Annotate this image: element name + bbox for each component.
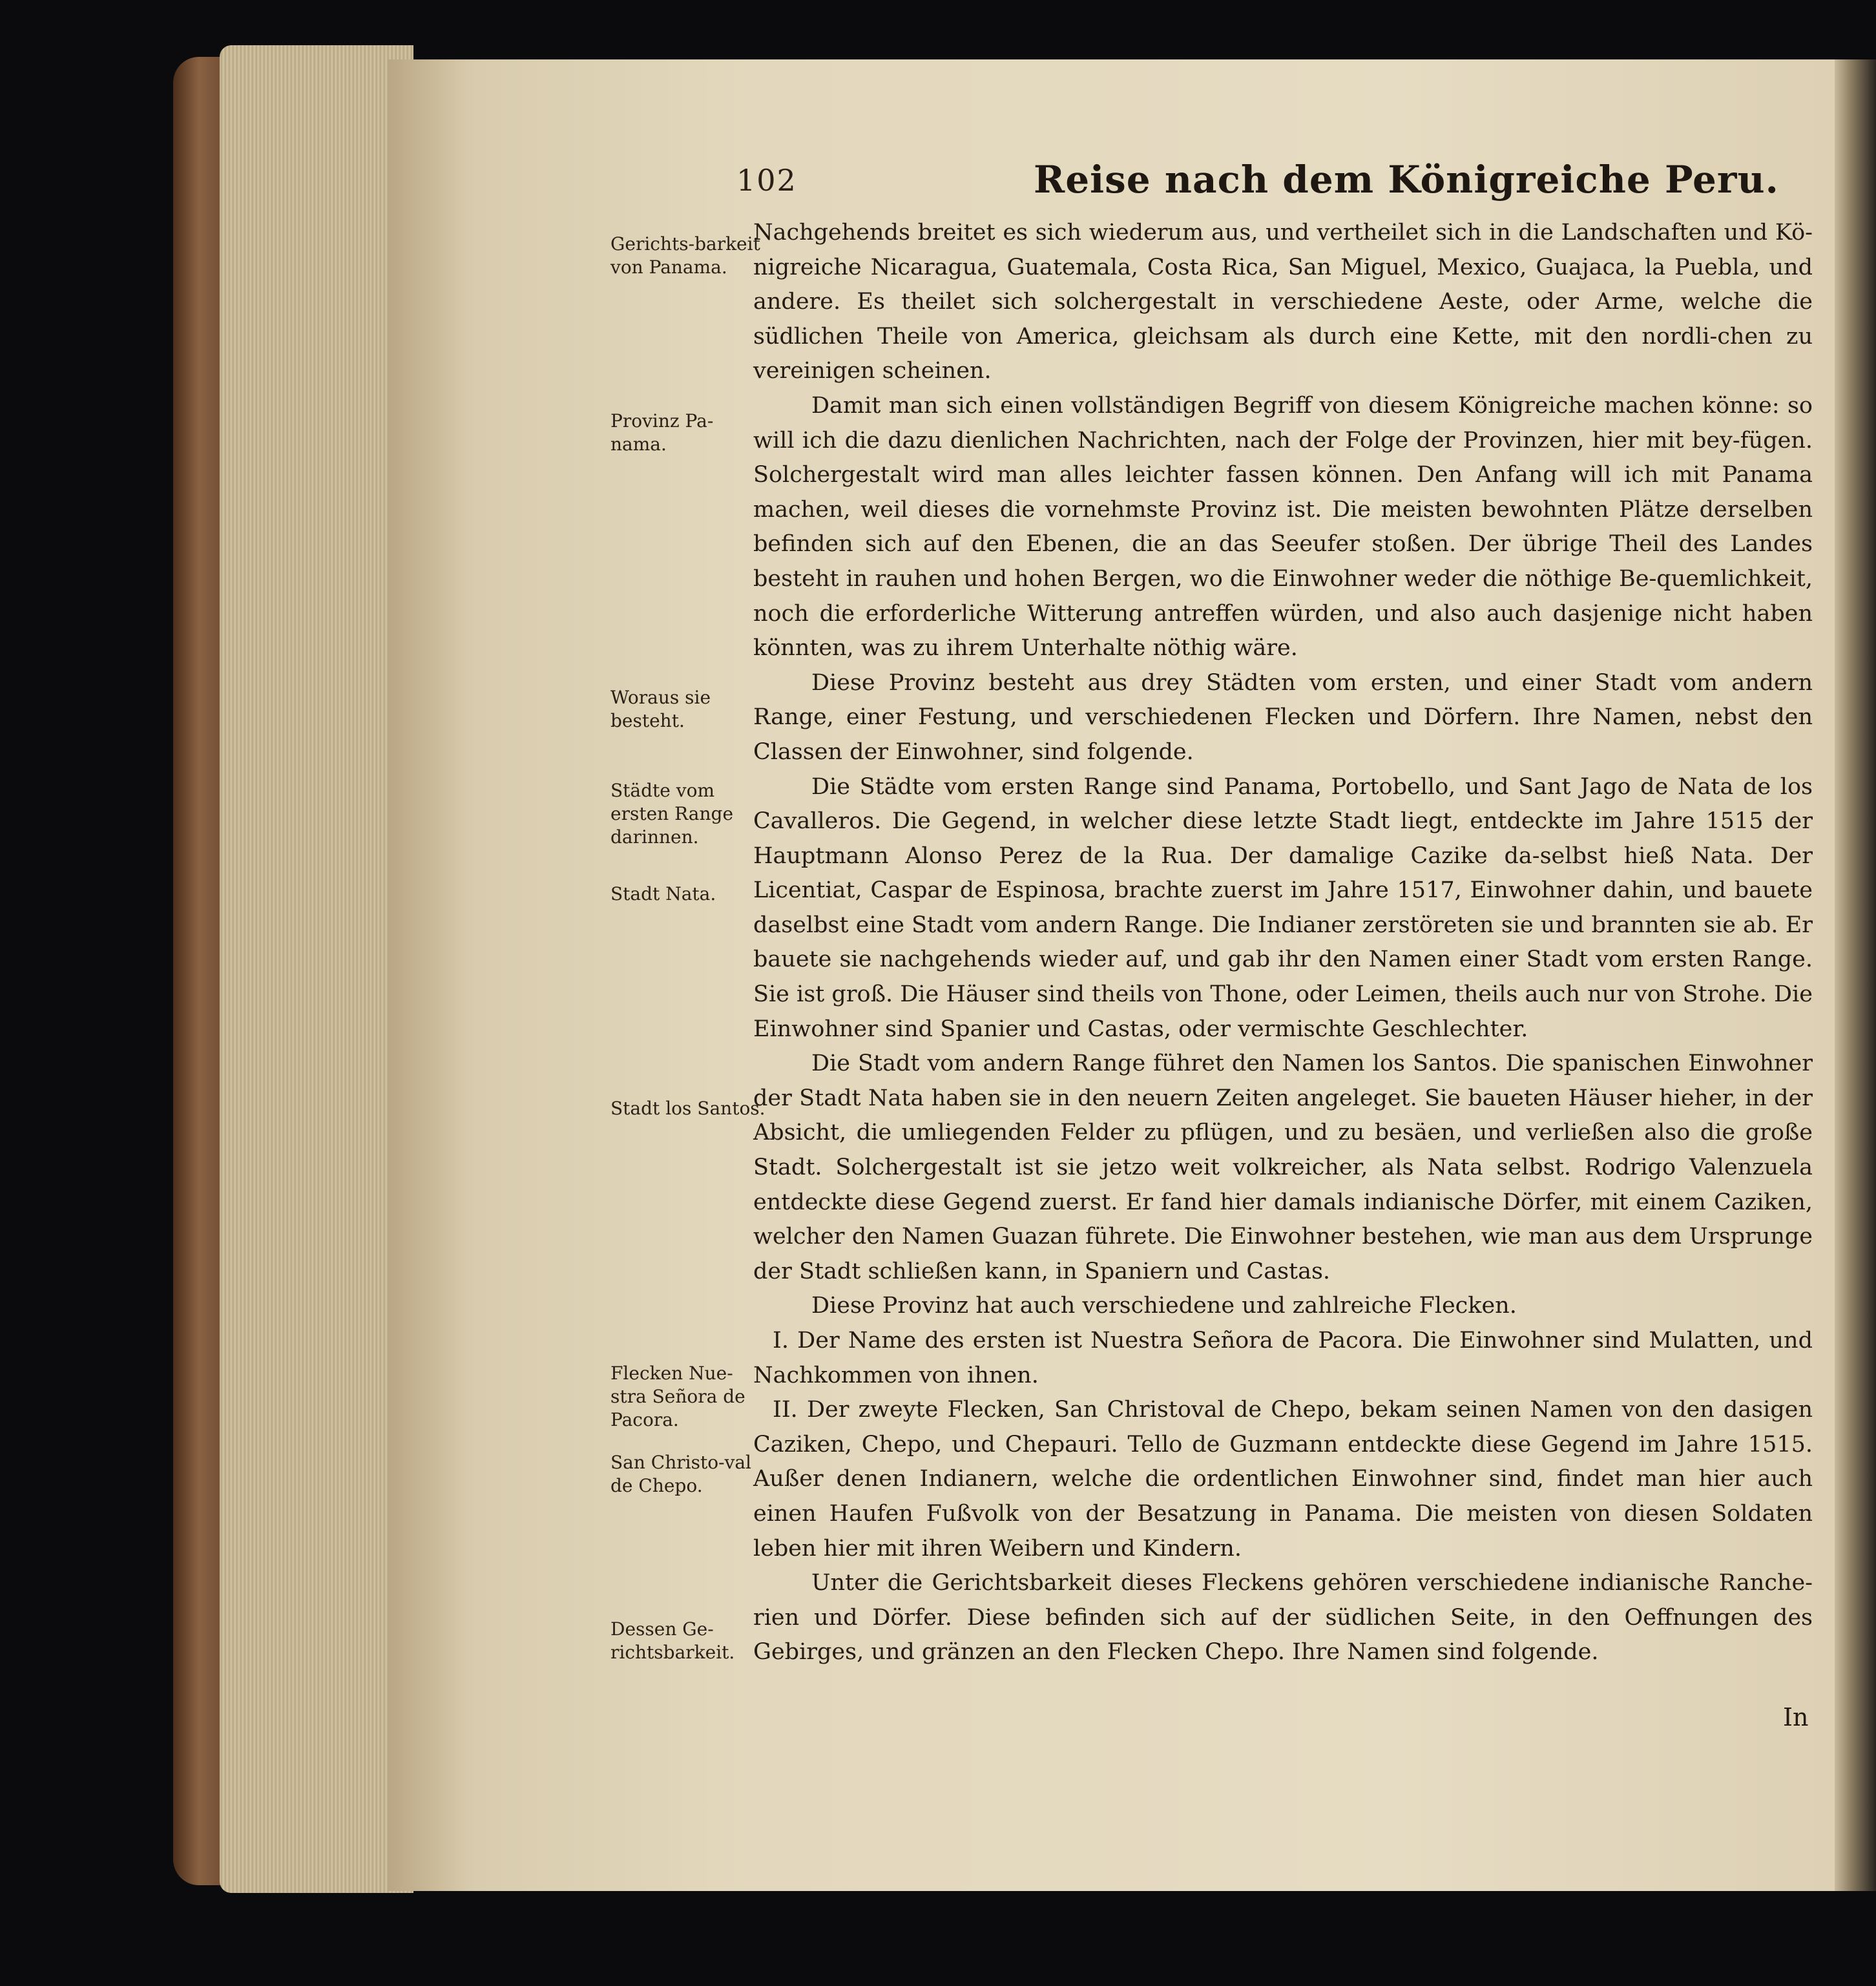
margin-note-gerichtsbarkeit: Gerichts-barkeit von Panama. <box>610 233 760 278</box>
margin-note-provinz-panama: Provinz Pa-nama. <box>610 410 714 455</box>
main-text-column <box>753 216 1813 1670</box>
page-gutter <box>1835 59 1876 1891</box>
margin-note-stadt-nata: Stadt Nata. <box>610 883 716 904</box>
paragraph: Unter die Gerichtsbarkeit dieses Fleckens gehören verschiedene indianische Ranche-rien und Dörfer. Diese befinden sich auf der südlichen Seite, in den Oeffnungen des Gebirges, und gränzen an den Flecken Chepo. Ihre Namen sind folgende. <box>753 1570 1813 1666</box>
paragraph: II. Der zweyte Flecken, San Christoval de Chepo, bekam seinen Namen von den dasigen Caziken, Chepo, und Chepauri. Tello de Guzmann entdeckte diese Gegend im Jahre 1515. Außer denen Indianern, welche die ordentlichen Einwohner sind, findet man hier auch einen Haufen Fußvolk von der Besatzung in Panama. Die meisten von diesen Soldaten leben hier mit ihren Weibern und Kindern. <box>753 1397 1813 1562</box>
paragraph: Die Städte vom ersten Range sind Panama, Portobello, und Sant Jago de Nata de los Cavalleros. Die Gegend, in welcher diese letzte Stadt liegt, entdeckte im Jahre 1515 der Hauptmann Alonso Perez de la Rua. Der damalige Cazike da-selbst hieß Nata. Der Licentiat, Caspar de Espinosa, brachte zuerst im Jahre 1517, Einwohner dahin, und bauete daselbst eine Stadt vom andern Range. Die Indianer zerstöreten sie und brannten sie ab. Er bauete sie nachgehends wieder auf, und gab ihr den Namen einer Stadt vom ersten Range. Sie ist groß. Die Häuser sind theils von Thone, oder Leimen, theils auch nur von Strohe. Die Einwohner sind Spanier und Castas, oder vermischte Geschlechter. <box>753 773 1813 1042</box>
paragraph: I. Der Name des ersten ist Nuestra Señora de Pacora. Die Einwohner sind Mulatten, und Nachkommen von ihnen. <box>753 1328 1813 1388</box>
page-number: 102 <box>736 163 797 198</box>
margin-note-flecken-pacora: Flecken Nue-stra Señora de Pacora. <box>610 1363 745 1430</box>
margin-note-woraus-sie-besteht: Woraus sie besteht. <box>610 687 711 731</box>
page-header <box>736 158 1779 208</box>
paragraph: Nachgehends breitet es sich wiederum aus, und vertheilet sich in die Landschaften und Kö-nigreiche Nicaragua, Guatemala, Costa Rica, San Miguel, Mexico, Guajaca, la Puebla, und andere. Es theilet sich solchergestalt in verschiedene Aeste, oder Arme, welche die südlichen Theile von America, gleichsam als durch eine Kette, mit den nordli-chen zu vereinigen scheinen. <box>753 220 1813 384</box>
running-title: Reise nach dem Königreiche Peru. <box>1034 158 1779 202</box>
catchword: In <box>1783 1703 1809 1731</box>
paragraph: Die Stadt vom andern Range führet den Namen los Santos. Die spanischen Einwohner der Stadt Nata haben sie in den neuern Zeiten angeleget. Sie baueten Häuser hieher, in der Absicht, die umliegenden Felder zu pflügen, und zu besäen, und verließen also die große Stadt. Solchergestalt ist sie jetzo weit volkreicher, als Nata selbst. Rodrigo Valenzuela entdeckte diese Gegend zuerst. Er fand hier damals indianische Dörfer, mit einem Caziken, welcher den Namen Guazan führete. Die Einwohner bestehen, wie man aus dem Ursprunge der Stadt schließen kann, in Spaniern und Castas. <box>753 1050 1813 1284</box>
margin-note-san-christoval: San Christo-val de Chepo. <box>610 1452 752 1496</box>
paragraph: Damit man sich einen vollständigen Begriff von diesem Königreiche machen könne: so will ich die dazu dienlichen Nachrichten, nach der Folge der Provinzen, hier mit bey-fügen. Solchergestalt wird man alles leichter fassen können. Den Anfang will ich mit Panama machen, weil dieses die vornehmste Provinz ist. Die meisten bewohnten Plätze derselben befinden sich auf den Ebenen, die an das Seeufer stoßen. Der übrige Theil des Landes besteht in rauhen und hohen Bergen, wo die Einwohner weder die nöthige Be-quemlichkeit, noch die erforderliche Witterung antreffen würden, und also auch dasjenige nicht haben könnten, was zu ihrem Unterhalte nöthig wäre. <box>753 392 1813 662</box>
margin-note-stadt-los-santos: Stadt los Santos. <box>610 1098 766 1119</box>
page-stack-edge <box>220 45 413 1893</box>
margin-note-staedte-vom-ersten-range: Städte vom ersten Range darinnen. <box>610 780 734 848</box>
paragraph: Diese Provinz hat auch verschiedene und zahlreiche Flecken. <box>811 1293 1517 1319</box>
paragraph: Diese Provinz besteht aus drey Städten vom ersten, und einer Stadt vom andern Range, einer Festung, und verschiedenen Flecken und Dörfern. Ihre Namen, nebst den Classen der Einwohner, sind folgende. <box>753 669 1813 765</box>
margin-note-dessen-gerichtsbarkeit: Dessen Ge-richtsbarkeit. <box>610 1618 735 1663</box>
